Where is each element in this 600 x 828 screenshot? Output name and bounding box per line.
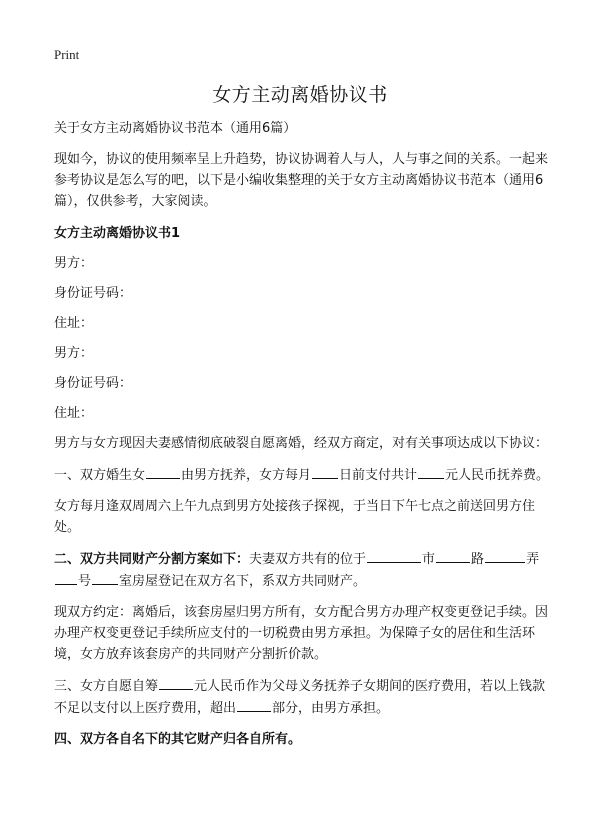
clause-2-lead: 二、双方共同财产分割方案如下： xyxy=(54,552,250,567)
clause-2-text-d: 弄 xyxy=(526,552,540,567)
clause-2-text-f: 室房屋登记在双方名下，系双方共同财产。 xyxy=(119,574,367,589)
blank-line xyxy=(418,464,444,479)
clause-1-text-c: 日前支付共计 xyxy=(339,468,418,483)
clause-2-text-e: 号 xyxy=(78,574,92,589)
clause-3-text-a: 三、女方自愿自筹 xyxy=(54,679,159,694)
print-link[interactable]: Print xyxy=(54,47,80,62)
field-male-id: 身份证号码： xyxy=(54,286,133,301)
clause-2 xyxy=(54,548,550,592)
clause-1 xyxy=(54,464,550,486)
agreement-intro: 男方与女方现因夫妻感情彻底破裂自愿离婚，经双方商定，对有关事项达成以下协议： xyxy=(54,436,549,451)
section-heading: 女方主动离婚协议书1 xyxy=(54,226,181,241)
field-second-address: 住址： xyxy=(54,406,94,421)
blank-line xyxy=(312,464,338,479)
blank-line xyxy=(485,548,525,563)
intro-paragraph: 现如今，协议的使用频率呈上升趋势，协议协调着人与人，人与事之间的关系。一起来参考协议是怎么写的吧，以下是小编收集整理的关于女方主动离婚协议书范本（通用6篇），仅供参考，大家阅读。 xyxy=(54,152,549,209)
blank-line xyxy=(436,548,470,563)
field-second-name: 男方： xyxy=(54,346,94,361)
blank-line xyxy=(367,548,421,563)
clause-4: 四、双方各自名下的其它财产归各自所有。 xyxy=(54,732,302,747)
clause-3 xyxy=(54,675,550,719)
blank-line xyxy=(237,697,271,712)
clause-1-text-d: 元人民币抚养费。 xyxy=(445,468,550,483)
document-subtitle: 关于女方主动离婚协议书范本（通用6篇） xyxy=(54,121,297,136)
clause-2-text-c: 路 xyxy=(471,552,485,567)
visitation-paragraph: 女方每月逢双周周六上午九点到男方处接孩子探视，于当日下午七点之前送回男方住处。 xyxy=(54,499,536,535)
blank-line xyxy=(55,570,77,585)
field-male-address: 住址： xyxy=(54,316,94,331)
property-agreement: 现双方约定：离婚后，该套房屋归男方所有，女方配合男方办理产权变更登记手续。因办理产权变更登记手续所应支付的一切税费由男方承担。为保障子女的居住和生活环境，女方放弃该套房产的共同财产分割折价款。 xyxy=(54,605,549,662)
field-male-name: 男方： xyxy=(54,256,94,271)
clause-2-text-b: 市 xyxy=(422,552,436,567)
clause-1-text-b: 由男方抚养，女方每月 xyxy=(181,468,312,483)
clause-1-text-a: 一、双方婚生女 xyxy=(54,468,146,483)
blank-line xyxy=(159,675,193,690)
blank-line xyxy=(146,464,180,479)
blank-line xyxy=(92,570,118,585)
clause-3-text-b: 元人民币作为父母义务抚养子女期间的医疗费用，若以上钱款不足以支付以上医疗费用，超出 xyxy=(54,679,546,716)
clause-2-text-a: 夫妻双方共有的位于 xyxy=(249,552,367,567)
document-body xyxy=(54,118,550,760)
document-title: 女方主动离婚协议书 xyxy=(212,84,388,106)
field-second-id: 身份证号码： xyxy=(54,376,133,391)
clause-3-text-c: 部分，由男方承担。 xyxy=(272,701,390,716)
